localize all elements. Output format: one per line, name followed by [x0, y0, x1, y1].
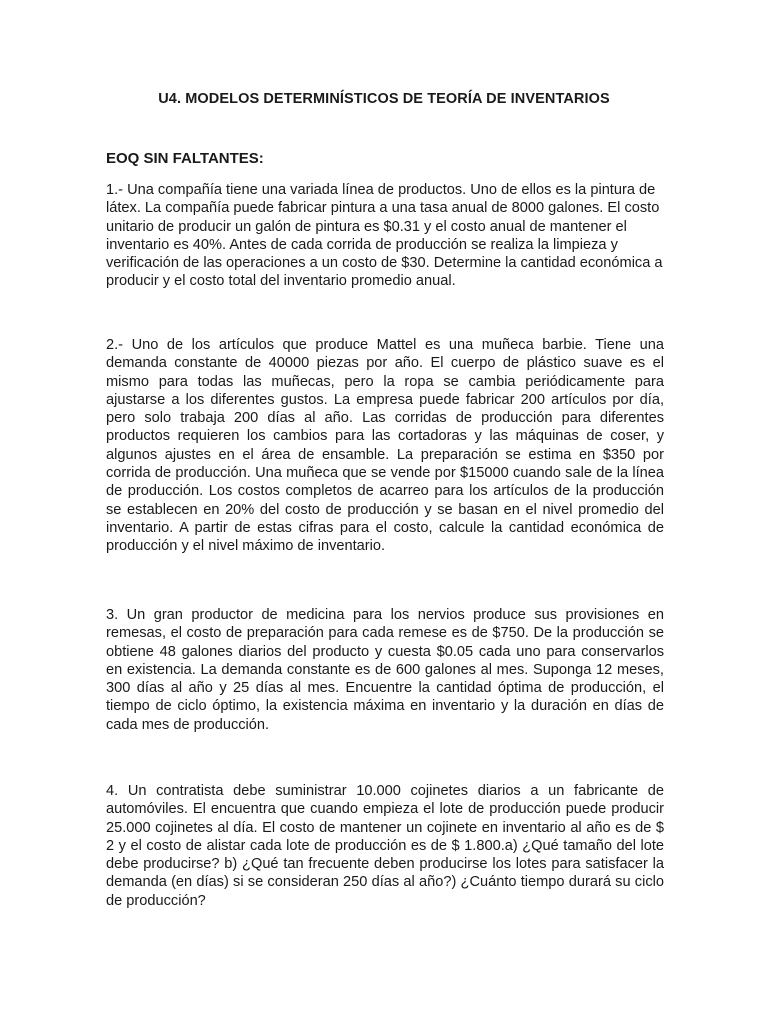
- section-heading: EOQ SIN FALTANTES:: [106, 150, 264, 167]
- problem-2: 2.- Uno de los artículos que produce Mattel es una muñeca barbie. Tiene una demanda constante de 40000 piezas por año. El cuerpo de plástico suave es el mismo para todas las muñecas, pero la ropa se cambia periódicamente para ajustarse a los diferentes gustos. La empresa puede fabricar 200 artículos por día, pero solo trabaja 200 días al año. Las corridas de producción para diferentes productos requieren los cambios para las cortadoras y las máquinas de coser, y algunos ajustes en el área de ensamble. La preparación se estima en $350 por corrida de producción. Una muñeca que se vende por $15000 cuando sale de la línea de producción. Los costos completos de acarreo para los artículos de la producción se establecen en 20% del costo de producción y se basan en el nivel promedio del inventario. A partir de estas cifras para el costo, calcule la cantidad económica de producción y el nivel máximo de inventario.: [106, 337, 664, 555]
- problem-1: 1.- Una compañía tiene una variada línea de productos. Uno de ellos es la pintura de látex. La compañía puede fabricar pintura a una tasa anual de 8000 galones. El costo unitario de producir un galón de pintura es $0.31 y el costo anual de mantener el inventario es 40%. Antes de cada corrida de producción se realiza la limpieza y verificación de las operaciones a un costo de $30. Determine la cantidad económica a producir y el costo total del inventario promedio anual.: [106, 182, 663, 290]
- document-title: U4. MODELOS DETERMINÍSTICOS DE TEORÍA DE INVENTARIOS: [158, 91, 610, 107]
- problem-3: 3. Un gran productor de medicina para los nervios produce sus provisiones en remesas, el costo de preparación para cada remese es de $750. De la producción se obtiene 48 galones diarios del producto y cuesta $0.05 cada uno para conservarlos en existencia. La demanda constante es de 600 galones al mes. Suponga 12 meses, 300 días al año y 25 días al mes. Encuentre la cantidad óptima de producción, el tiempo de ciclo óptimo, la existencia máxima en inventario y la duración en días de cada mes de producción.: [106, 607, 664, 733]
- problem-4: 4. Un contratista debe suministrar 10.000 cojinetes diarios a un fabricante de automóviles. El encuentra que cuando empieza el lote de producción puede producir 25.000 cojinetes al día. El costo de mantener un cojinete en inventario al año es de $ 2 y el costo de alistar cada lote de producción es de $ 1.800.a) ¿Qué tamaño del lote debe producirse? b) ¿Qué tan frecuente deben producirse los lotes para satisfacer la demanda (en días) si se consideran 250 días al año?) ¿Cuánto tiempo durará su ciclo de producción?: [106, 783, 664, 909]
